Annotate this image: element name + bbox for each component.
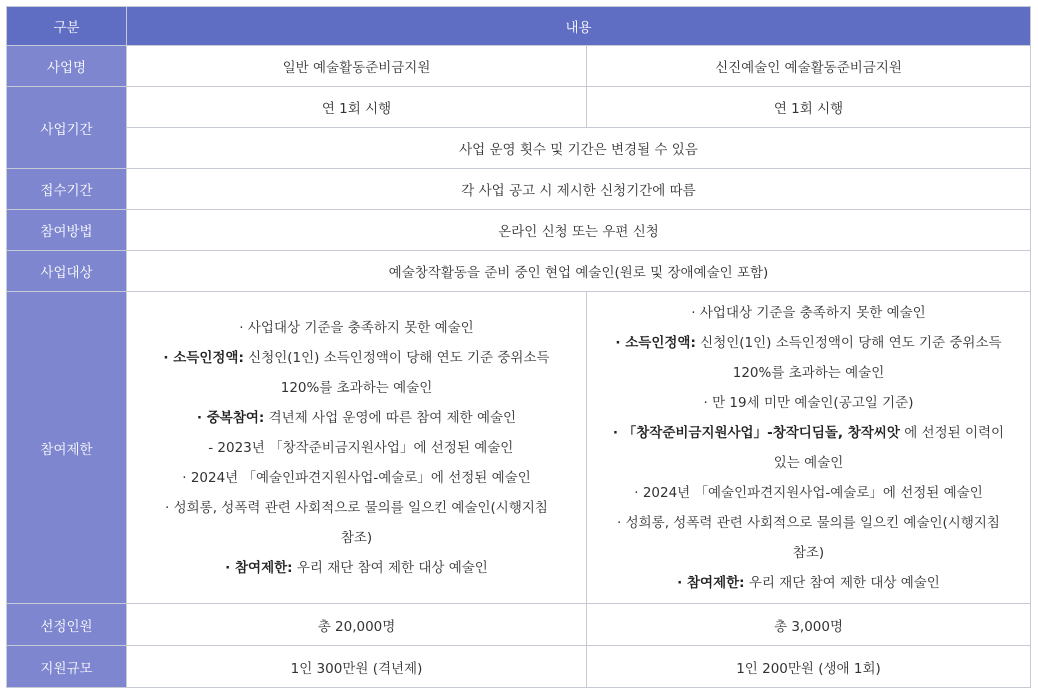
header-category: 구분 [7, 7, 127, 46]
restriction-new-artist [587, 292, 1031, 604]
row-period-note [7, 128, 1031, 169]
restriction-line: · 성희롱, 성폭력 관련 사회적으로 물의를 일으킨 예술인(시행지침 [617, 514, 1000, 531]
period-general: 연 1회 시행 [127, 87, 587, 128]
period-note: 사업 운영 횟수 및 기간은 변경될 수 있음 [127, 128, 1031, 169]
scale-general: 1인 300만원 (격년제) [127, 646, 587, 688]
restriction-general [127, 292, 587, 604]
label-reception: 접수기간 [7, 169, 127, 210]
restriction-line: - 2023년 「창작준비금지원사업」에 선정된 예술인 [199, 439, 514, 456]
selection-new-artist: 총 3,000명 [587, 604, 1031, 646]
label-scale: 지원규모 [7, 646, 127, 688]
restriction-line: 참조) [340, 529, 373, 546]
row-period [7, 87, 1031, 128]
restriction-line: · 「창작준비금지원사업」-창작디딤돌, 창작씨앗 에 선정된 이력이 [612, 424, 1005, 441]
restriction-line: · 2024년 「예술인파견지원사업-예술로」에 선정된 예술인 [634, 484, 983, 501]
business-name-new-artist: 신진예술인 예술활동준비금지원 [587, 46, 1031, 87]
row-scale [7, 646, 1031, 688]
selection-general: 총 20,000명 [127, 604, 587, 646]
restriction-line: 있는 예술인 [773, 454, 844, 471]
restriction-line: 120%를 초과하는 예술인 [732, 364, 885, 381]
method-value: 온라인 신청 또는 우편 신청 [127, 210, 1031, 251]
restriction-line: · 소득인정액: 신청인(1인) 소득인정액이 당해 연도 기준 중위소득 [163, 349, 550, 366]
row-method [7, 210, 1031, 251]
restriction-line: 참조) [792, 544, 825, 561]
period-new-artist: 연 1회 시행 [587, 87, 1031, 128]
target-value: 예술창작활동을 준비 중인 현업 예술인(원로 및 장애예술인 포함) [127, 251, 1031, 292]
label-restriction: 참여제한 [7, 292, 127, 604]
restriction-line: · 만 19세 미만 예술인(공고일 기준) [703, 394, 914, 411]
restriction-line: · 중복참여: 격년제 사업 운영에 따른 참여 제한 예술인 [196, 409, 517, 426]
restriction-line: · 성희롱, 성폭력 관련 사회적으로 물의를 일으킨 예술인(시행지침 [165, 499, 548, 516]
header-content: 내용 [127, 7, 1031, 46]
header-row [7, 7, 1031, 46]
restriction-line: · 소득인정액: 신청인(1인) 소득인정액이 당해 연도 기준 중위소득 [615, 334, 1002, 351]
restriction-line: · 사업대상 기준을 충족하지 못한 예술인 [691, 304, 926, 321]
business-name-general: 일반 예술활동준비금지원 [127, 46, 587, 87]
restriction-line: · 2024년 「예술인파견지원사업-예술로」에 선정된 예술인 [182, 469, 531, 486]
reception-value: 각 사업 공고 시 제시한 신청기간에 따름 [127, 169, 1031, 210]
restriction-line: 120%를 초과하는 예술인 [280, 379, 433, 396]
row-business-name [7, 46, 1031, 87]
row-reception [7, 169, 1031, 210]
label-target: 사업대상 [7, 251, 127, 292]
row-selection [7, 604, 1031, 646]
label-selection: 선정인원 [7, 604, 127, 646]
scale-new-artist: 1인 200만원 (생애 1회) [587, 646, 1031, 688]
row-restriction [7, 292, 1031, 604]
restriction-line: · 사업대상 기준을 충족하지 못한 예술인 [239, 319, 474, 336]
restriction-line: · 참여제한: 우리 재단 참여 제한 대상 예술인 [225, 559, 488, 576]
program-info-table [6, 6, 1031, 688]
label-business-name: 사업명 [7, 46, 127, 87]
restriction-line: · 참여제한: 우리 재단 참여 제한 대상 예술인 [677, 574, 940, 591]
label-period: 사업기간 [7, 87, 127, 169]
label-method: 참여방법 [7, 210, 127, 251]
row-target [7, 251, 1031, 292]
